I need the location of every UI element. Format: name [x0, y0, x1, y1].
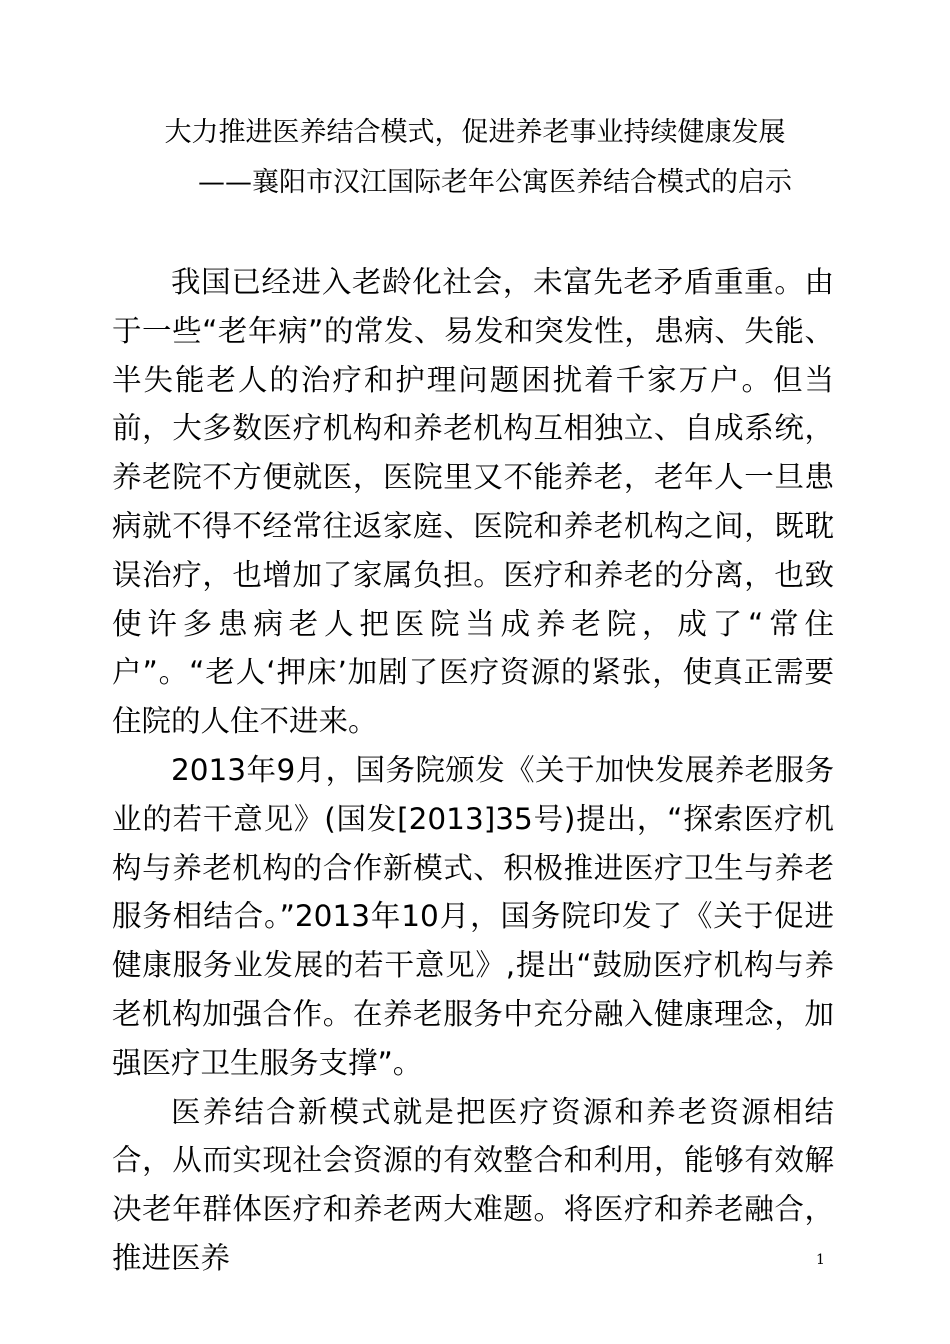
page-number: 1	[816, 1252, 825, 1268]
document-title: 大力推进医养结合模式，促进养老事业持续健康发展	[164, 117, 786, 148]
paragraph-2: 2013年9月，国务院颁发《关于加快发展养老服务业的若干意见》(国发[2013]35号)提出，“探索医疗机构与养老机构的合作新模式、积极推进医疗卫生与养老服务相结合。”2013年10月，国务院印发了《关于促进健康服务业发展的若干意见》,提出“鼓励医疗机构与养老机构加强合作。在养老服务中充分融入健康理念，加强医疗卫生服务支撑”。	[112, 752, 834, 1080]
document-body	[112, 258, 834, 1283]
paragraph-1: 我国已经进入老龄化社会，未富先老矛盾重重。由于一些“老年病”的常发、易发和突发性，患病、失能、半失能老人的治疗和护理问题困扰着千家万户。但当前，大多数医疗机构和养老机构互相独立、自成系统，养老院不方便就医，医院里又不能养老，老年人一旦患病就不得不经常往返家庭、医院和养老机构之间，既耽误治疗，也增加了家属负担。医疗和养老的分离，也致使许多患病老人把医院当成养老院，成了“常住户”。“老人‘押床’加剧了医疗资源的紧张，使真正需要住院的人住不进来。	[112, 265, 834, 739]
paragraph-3: 医养结合新模式就是把医疗资源和养老资源相结合，从而实现社会资源的有效整合和利用，能够有效解决老年群体医疗和养老两大难题。将医疗和养老融合，推进医养	[112, 1094, 834, 1275]
document-subtitle: ——襄阳市汉江国际老年公寓医养结合模式的启示	[198, 167, 792, 198]
